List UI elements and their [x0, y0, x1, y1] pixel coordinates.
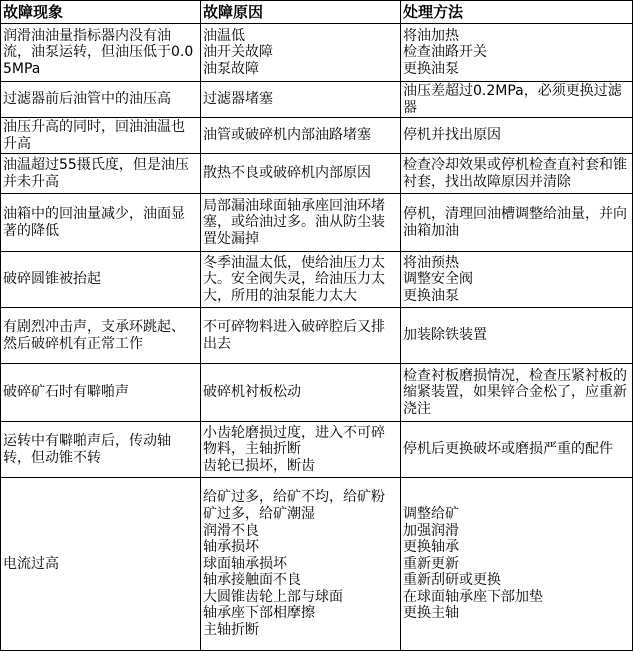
cause-cell: 破碎机衬板松动: [201, 364, 401, 422]
header-cause: 故障原因: [201, 1, 401, 24]
table-row: [1, 24, 633, 82]
symptom-cell: 油温超过55摄氏度，但是油压并未升高: [1, 154, 201, 194]
cause-cell: 油管或破碎机内部油路堵塞: [201, 118, 401, 154]
table-row: [1, 154, 633, 194]
symptom-cell: 过滤器前后油管中的油压高: [1, 82, 201, 118]
symptom-cell: 破碎矿石时有噼啪声: [1, 364, 201, 422]
remedy-cell: 停机，清理回油槽调整给油量，并向油箱加油: [401, 194, 633, 252]
remedy-cell: 油压差超过0.2MPa，必须更换过滤器: [401, 82, 633, 118]
header-remedy: 处理方法: [401, 1, 633, 24]
remedy-cell: 停机并找出原因: [401, 118, 633, 154]
table-row: [1, 308, 633, 364]
header-row: [1, 1, 633, 24]
table-row: [1, 118, 633, 154]
cause-cell: 局部漏油球面轴承座回油环堵塞，或给油过多。油从防尘装置处漏掉: [201, 194, 401, 252]
cause-cell: 油温低 油开关故障 油泵故障: [201, 24, 401, 82]
symptom-cell: 运转中有噼啪声后，传动轴转，但动锥不转: [1, 422, 201, 478]
symptom-cell: 破碎圆锥被抬起: [1, 252, 201, 308]
table-row: [1, 364, 633, 422]
remedy-cell: 停机后更换破坏或磨损严重的配件: [401, 422, 633, 478]
remedy-cell: 调整给矿 加强润滑 更换轴承 重新更新 重新刮研或更换 在球面轴承座下部加垫 更换主轴: [401, 478, 633, 651]
cause-cell: 散热不良或破碎机内部原因: [201, 154, 401, 194]
table-row: [1, 82, 633, 118]
remedy-cell: 将油预热 调整安全阀 更换油泵: [401, 252, 633, 308]
symptom-cell: 油压升高的同时，回油油温也升高: [1, 118, 201, 154]
symptom-cell: 电流过高: [1, 478, 201, 651]
header-symptom: 故障现象: [1, 1, 201, 24]
remedy-cell: 加装除铁装置: [401, 308, 633, 364]
table-row: [1, 478, 633, 651]
table-row: [1, 422, 633, 478]
cause-cell: 不可碎物料进入破碎腔后又排出去: [201, 308, 401, 364]
symptom-cell: 润滑油油量指标器内没有油流，油泵运转，但油压低于0.05MPa: [1, 24, 201, 82]
remedy-cell: 将油加热 检查油路开关 更换油泵: [401, 24, 633, 82]
cause-cell: 小齿轮磨损过度，进入不可碎物料，主轴折断 齿轮已损坏，断齿: [201, 422, 401, 478]
table-row: [1, 252, 633, 308]
cause-cell: 冬季油温太低，使给油压力太大。安全阀失灵，给油压力太大，所用的油泵能力太大: [201, 252, 401, 308]
cause-cell: 过滤器堵塞: [201, 82, 401, 118]
remedy-cell: 检查衬板磨损情况，检查压紧衬板的缩紧装置，如果锌合金松了，应重新浇注: [401, 364, 633, 422]
remedy-cell: 检查冷却效果或停机检查直衬套和锥衬套，找出故障原因并清除: [401, 154, 633, 194]
cause-cell: 给矿过多，给矿不均，给矿粉矿过多，给矿潮湿 润滑不良 轴承损坏 球面轴承损坏 轴承接触面不良 大圆锥齿轮上部与球面 轴承座下部相摩擦 主轴折断: [201, 478, 401, 651]
table-row: [1, 194, 633, 252]
symptom-cell: 油箱中的回油量减少，油面显著的降低: [1, 194, 201, 252]
symptom-cell: 有剧烈冲击声，支承环跳起、然后破碎机有正常工作: [1, 308, 201, 364]
